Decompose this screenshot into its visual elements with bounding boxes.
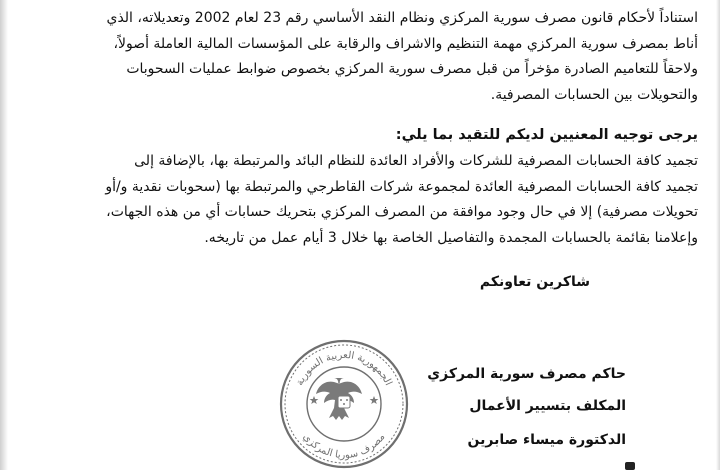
intro-paragraph: [26, 6, 698, 108]
page-shadow-left: [0, 0, 8, 470]
instructions-paragraph: [26, 149, 698, 251]
signatory-name: الدكتورة ميساء صابرين: [467, 432, 626, 448]
seal-bottom-text: مصرف سوريا المركزي: [300, 431, 388, 462]
instruction-line: وإعلامنا بقائمة بالحسابات المجمدة والتفاصيل الخاصة بها خلال 3 أيام عمل من تاريخه.: [204, 229, 698, 246]
request-heading: يرجى توجيه المعنيين لديكم للتقيد بما يلي:: [395, 127, 698, 143]
instruction-line: تحويلات مصرفية) إلا في حال وجود موافقة من المصرف المركزي بتحريك حسابات أي من هذه الجهات،: [106, 204, 698, 220]
official-seal: [278, 338, 410, 470]
instruction-line: تجميد كافة الحسابات المصرفية العائدة لمجموعة شركات القاطرجي والمرتبطة بها (سحوبات نقدية و/أو: [105, 178, 698, 195]
closing-thanks: شاكرين تعاونكم: [479, 274, 590, 290]
handwritten-mark: [625, 462, 635, 470]
intro-line: والتحويلات بين الحسابات المصرفية.: [490, 86, 698, 103]
intro-line: أناط بمصرف سورية المركزي مهمة التنظيم والاشراف والرقابة على المؤسسات المالية العاملة أصولاً،: [113, 35, 698, 52]
intro-line: ولاحقاً للتعاميم الصادرة مؤخراً من قبل مصرف سورية المركزي بخصوص ضوابط عمليات السحوبات: [126, 61, 698, 77]
intro-line: استناداً لأحكام قانون مصرف سورية المركزي ونظام النقد الأساسي رقم 23 لعام 2002 وتعديلاته، الذي: [106, 10, 698, 26]
page-shadow-right: [716, 0, 720, 470]
seal-graphic: [278, 338, 410, 470]
seal-top-text: الجمهورية العربية السورية: [294, 349, 394, 388]
instruction-line: تجميد كافة الحسابات المصرفية للشركات والأفراد العائدة للنظام البائد والمرتبطة بها، بالإضافة إلى: [134, 153, 698, 169]
eagle-emblem-icon: [316, 378, 362, 420]
signatory-title: حاكم مصرف سورية المركزي: [427, 366, 626, 382]
signatory-role: المكلف بتسيير الأعمال: [469, 398, 626, 414]
